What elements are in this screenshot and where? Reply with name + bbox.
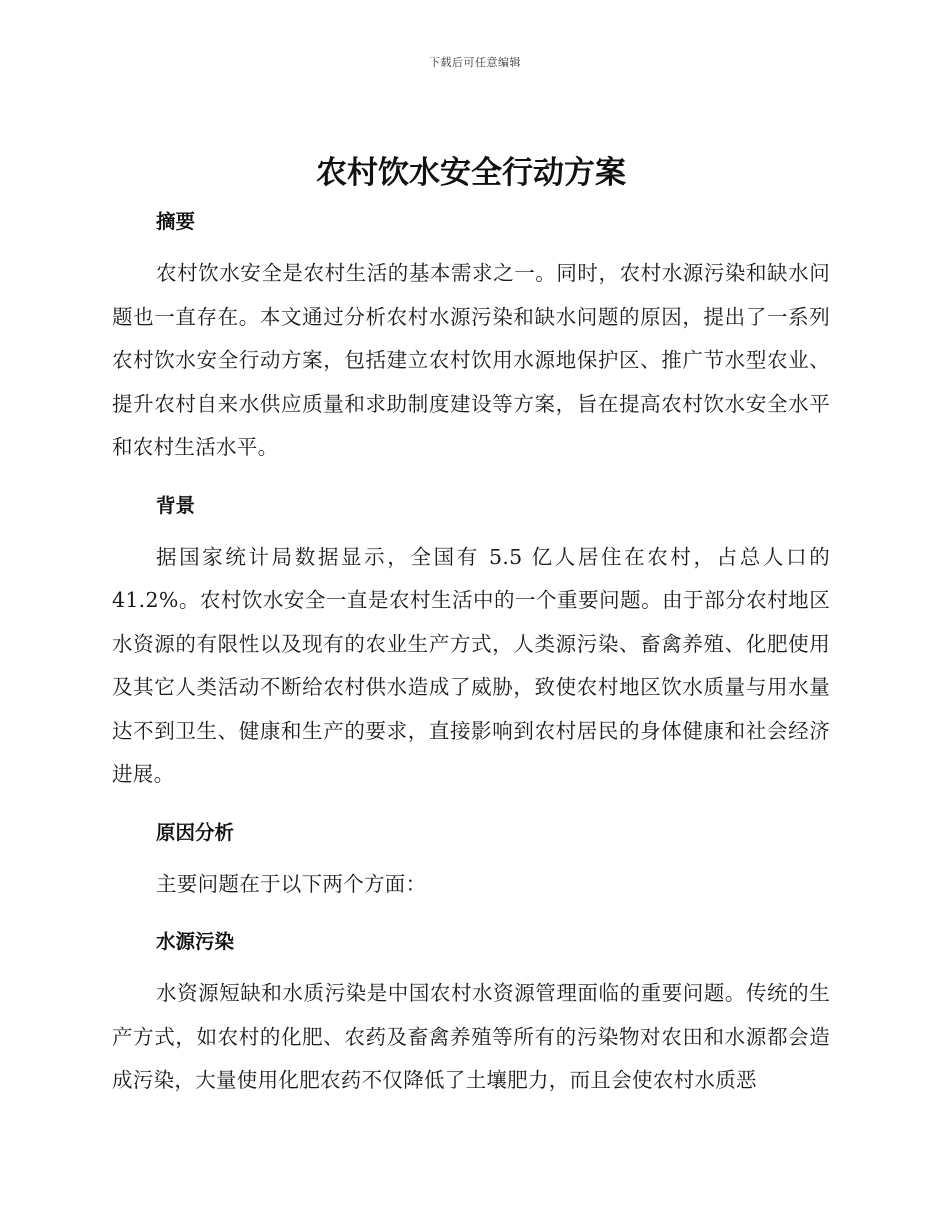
- spacer: [112, 240, 830, 252]
- abstract-heading: 摘要: [156, 210, 196, 233]
- background-heading: 背景: [156, 493, 196, 517]
- cause-analysis-heading: 原因分析: [156, 820, 235, 844]
- water-pollution-paragraph: 水资源短缺和水质污染是中国农村水资源管理面临的重要问题。传统的生产方式，如农村的化肥、农药及畜禽养殖等所有的污染物对农田和水源都会造成污染，大量使用化肥农药不仅降低了土壤肥力，而且会使农村水质恶: [112, 981, 830, 1092]
- background-paragraph: 据国家统计局数据显示，全国有 5.5 亿人居住在农村，占总人口的41.2%。农村饮水安全一直是农村生活中的一个重要问题。由于部分农村地区水资源的有限性以及现有的农业生产方式，人类源污染、畜禽养殖、化肥使用及其它人类活动不断给农村供水造成了威胁，致使农村地区饮水质量与用水量达不到卫生、健康和生产的要求，直接影响到农村居民的身体健康和社会经济进展。: [112, 544, 830, 786]
- header-note: 下载后可任意编辑: [429, 56, 521, 69]
- document-title: 农村饮水安全行动方案: [316, 155, 626, 191]
- spacer: [112, 797, 830, 815]
- cause-intro-paragraph: 主要问题在于以下两个方面：: [156, 871, 427, 896]
- water-pollution-heading: 水源污染: [156, 930, 235, 953]
- document-body: [112, 148, 830, 1103]
- spacer: [112, 960, 830, 972]
- spacer: [112, 470, 830, 488]
- spacer: [112, 524, 830, 536]
- spacer: [112, 851, 830, 863]
- abstract-paragraph: 农村饮水安全是农村生活的基本需求之一。同时，农村水源污染和缺水问题也一直存在。本文通过分析农村水源污染和缺水问题的原因，提出了一系列农村饮水安全行动方案，包括建立农村饮用水源地保护区、推广节水型农业、提升农村自来水供应质量和求助制度建设等方案，旨在提高农村饮水安全水平和农村生活水平。: [112, 261, 830, 459]
- spacer: [112, 906, 830, 924]
